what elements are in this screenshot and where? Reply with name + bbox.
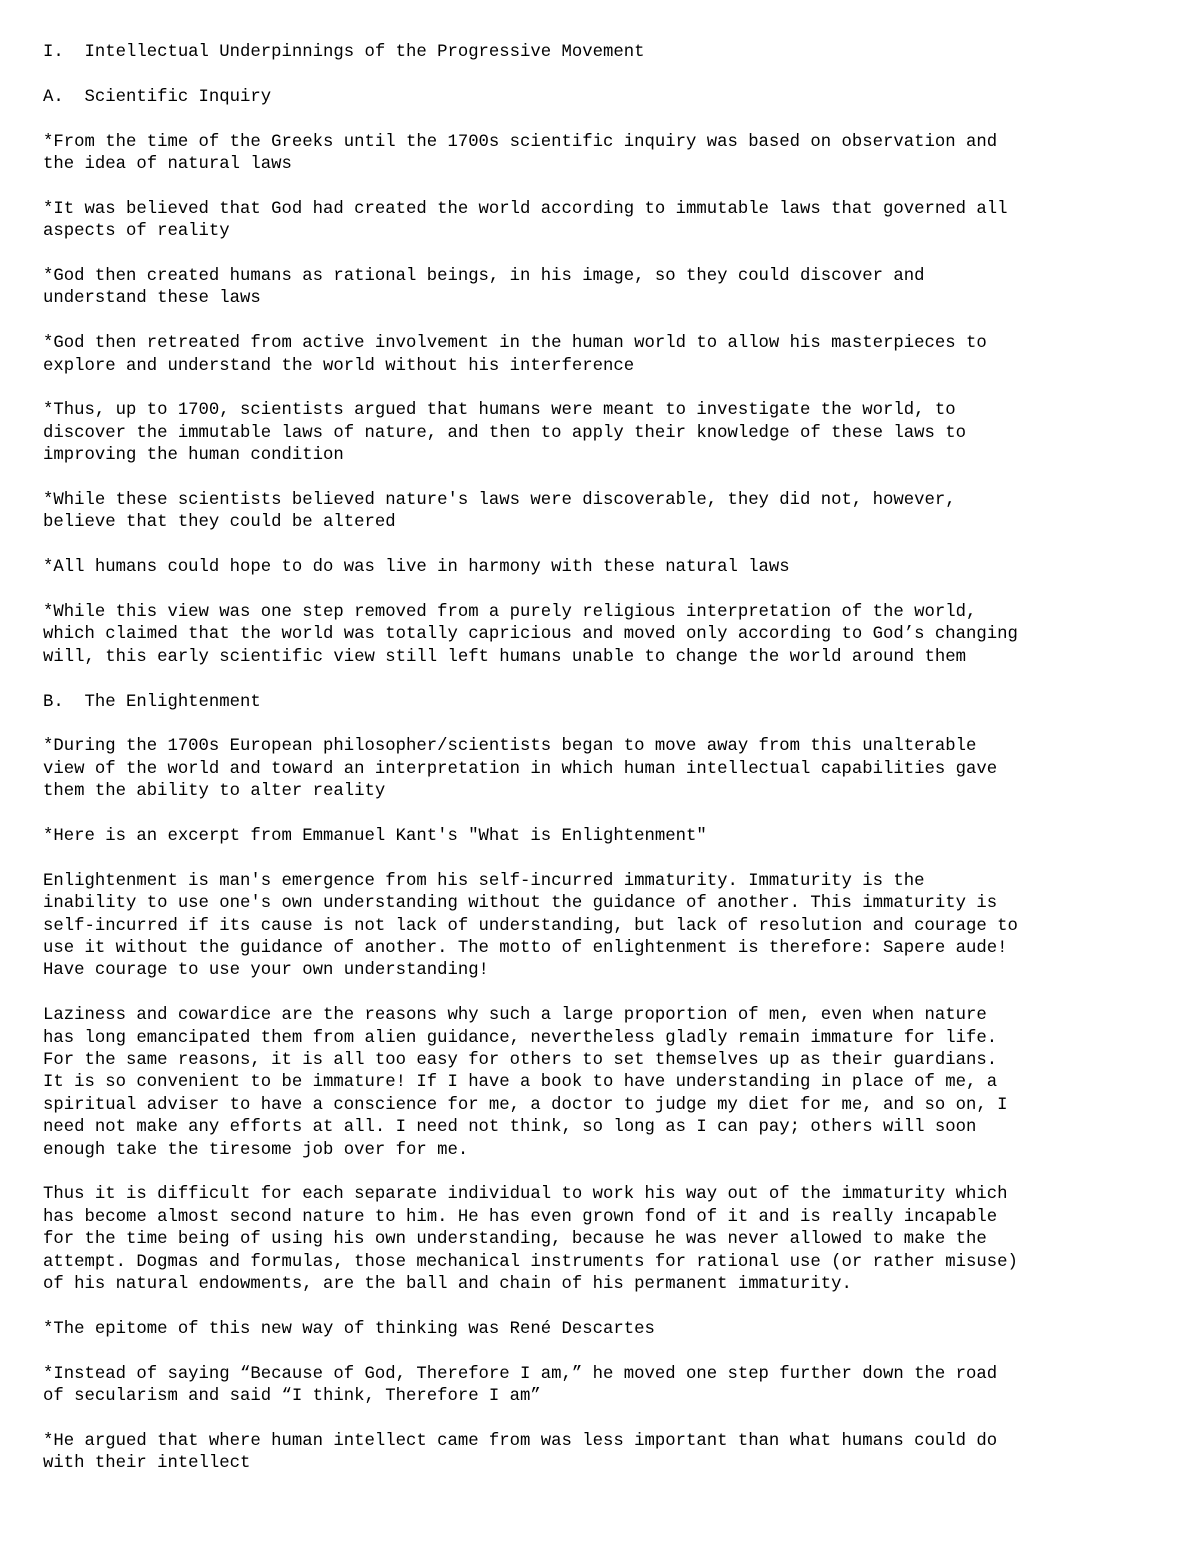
text-line: *He argued that where human intellect came from was less important than what humans could do: [43, 1431, 998, 1451]
paragraph: [43, 871, 1163, 983]
paragraph: [43, 692, 1163, 714]
text-line: inability to use one's own understanding without the guidance of another. This immaturity is: [43, 894, 998, 914]
paragraph: [43, 826, 1163, 848]
paragraph: [43, 1319, 1163, 1341]
paragraph: [43, 1184, 1163, 1296]
paragraph: [43, 1431, 1163, 1476]
text-line: For the same reasons, it is all too easy for others to set themselves up as their guardians.: [43, 1051, 998, 1071]
text-line: *Instead of saying “Because of God, Therefore I am,” he moved one step further down the road: [43, 1364, 998, 1384]
text-line: I. Intellectual Underpinnings of the Progressive Movement: [43, 43, 645, 62]
text-line: Enlightenment is man's emergence from his self-incurred immaturity. Immaturity is the: [43, 871, 925, 891]
paragraph: [43, 199, 1163, 244]
paragraph: [43, 490, 1163, 535]
paragraph: [43, 400, 1163, 467]
text-line: *All humans could hope to do was live in harmony with these natural laws: [43, 558, 790, 578]
text-line: improving the human condition: [43, 446, 344, 466]
paragraph: [43, 1364, 1163, 1409]
text-line: attempt. Dogmas and formulas, those mechanical instruments for rational use (or rather misuse): [43, 1252, 1018, 1272]
text-line: for the time being of using his own understanding, because he was never allowed to make the: [43, 1230, 987, 1250]
text-line: explore and understand the world without his interference: [43, 356, 635, 376]
text-line: spiritual adviser to have a conscience for me, a doctor to judge my diet for me, and so on, I: [43, 1095, 1008, 1115]
paragraph: [43, 557, 1163, 579]
section-heading: [43, 42, 1163, 64]
paragraph: [43, 333, 1163, 378]
text-line: discover the immutable laws of nature, and then to apply their knowledge of these laws to: [43, 423, 966, 443]
text-line: enough take the tiresome job over for me.: [43, 1140, 469, 1160]
text-line: *Here is an excerpt from Emmanuel Kant's "What is Enlightenment": [43, 827, 707, 847]
text-line: will, this early scientific view still left humans unable to change the world around them: [43, 647, 966, 667]
text-line: Thus it is difficult for each separate individual to work his way out of the immaturity which: [43, 1185, 1008, 1205]
text-line: A. Scientific Inquiry: [43, 87, 272, 107]
text-line: *The epitome of this new way of thinking was René Descartes: [43, 1319, 655, 1339]
text-line: aspects of reality: [43, 222, 230, 242]
text-line: need not make any efforts at all. I need not think, so long as I can pay; others will soon: [43, 1118, 977, 1138]
text-line: use it without the guidance of another. The motto of enlightenment is therefore: Sapere aude!: [43, 939, 1008, 959]
text-line: *It was believed that God had created the world according to immutable laws that governed all: [43, 199, 1008, 219]
text-line: It is so convenient to be immature! If I have a book to have understanding in place of me, a: [43, 1073, 998, 1093]
text-line: which claimed that the world was totally capricious and moved only according to God’s changing: [43, 625, 1018, 645]
paragraph: [43, 1005, 1163, 1162]
text-line: has become almost second nature to him. He has even grown fond of it and is really incapable: [43, 1207, 998, 1227]
text-line: the idea of natural laws: [43, 155, 292, 174]
text-line: with their intellect: [43, 1454, 251, 1474]
text-line: has long emancipated them from alien guidance, nevertheless gladly remain immature for life.: [43, 1028, 998, 1048]
paragraph: [43, 87, 1163, 109]
text-line: of secularism and said “I think, Therefore I am”: [43, 1387, 541, 1407]
text-line: of his natural endowments, are the ball and chain of his permanent immaturity.: [43, 1275, 852, 1295]
text-line: believe that they could be altered: [43, 513, 396, 533]
text-line: understand these laws: [43, 289, 261, 309]
paragraph: [43, 266, 1163, 311]
text-line: *God then retreated from active involvement in the human world to allow his masterpieces to: [43, 334, 987, 354]
text-line: *While this view was one step removed from a purely religious interpretation of the world,: [43, 603, 977, 623]
text-line: Laziness and cowardice are the reasons why such a large proportion of men, even when nature: [43, 1006, 987, 1026]
paragraph: [43, 602, 1163, 669]
paragraph: [43, 736, 1163, 803]
text-line: *While these scientists believed nature's laws were discoverable, they did not, however,: [43, 491, 956, 511]
text-line: them the ability to alter reality: [43, 782, 386, 802]
text-line: B. The Enlightenment: [43, 692, 261, 712]
text-line: Have courage to use your own understanding!: [43, 961, 489, 981]
text-line: self-incurred if its cause is not lack of understanding, but lack of resolution and courage to: [43, 916, 1018, 936]
text-line: view of the world and toward an interpretation in which human intellectual capabilities gave: [43, 759, 998, 779]
text-line: *God then created humans as rational beings, in his image, so they could discover and: [43, 267, 925, 286]
document-page: [43, 42, 1163, 1498]
paragraph: [43, 132, 1163, 177]
text-line: *From the time of the Greeks until the 1700s scientific inquiry was based on observation and: [43, 132, 998, 152]
text-line: *During the 1700s European philosopher/scientists began to move away from this unalterable: [43, 737, 977, 757]
text-line: *Thus, up to 1700, scientists argued that humans were meant to investigate the world, to: [43, 401, 956, 421]
